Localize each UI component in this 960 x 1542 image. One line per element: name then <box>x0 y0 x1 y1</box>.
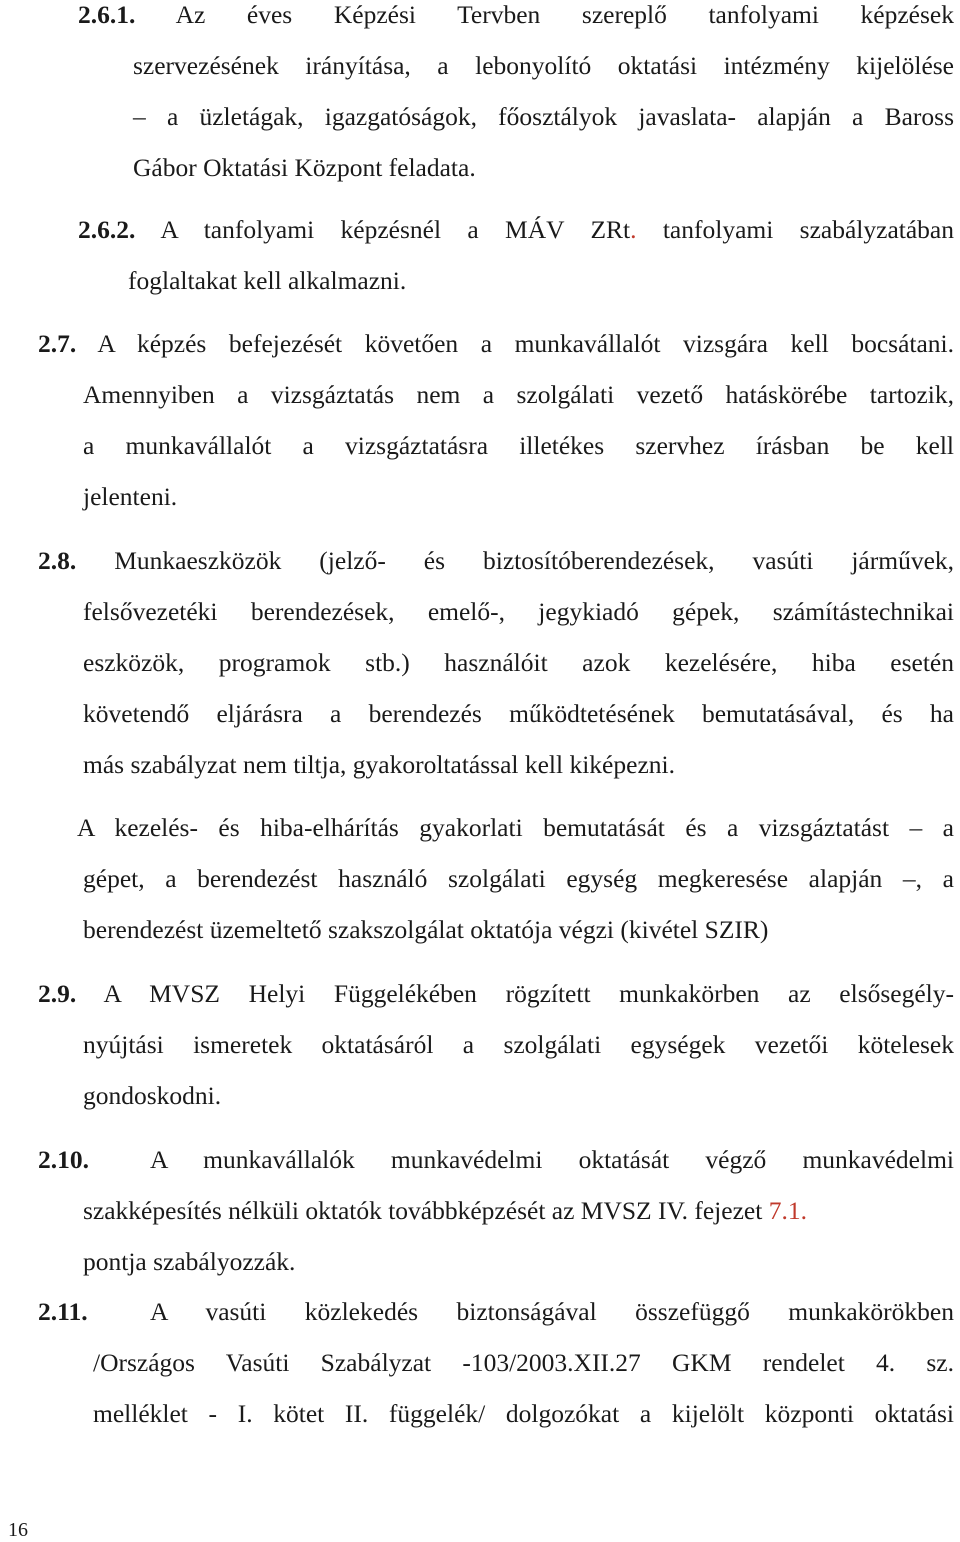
section-2-11-number <box>38 1297 88 1327</box>
paragraph-text: A képzés befejezését követően a munkavállalót vizsgára kell bocsátani. <box>97 329 954 358</box>
section-2-7-line-2: Amennyiben a vizsgáztatás nem a szolgálati vezető hatáskörébe tartozik, <box>83 380 954 409</box>
section-2-10-line-2: szakképesítés nélküli oktatók továbbképzését az MVSZ IV. fejezet 7.1. <box>83 1196 807 1225</box>
section-2-10-number <box>38 1145 89 1175</box>
red-reference: . <box>630 215 637 244</box>
section-2-7-line-4: jelenteni. <box>83 482 178 511</box>
section-number: 2.6.2. <box>78 215 136 244</box>
section-2-6-1-line-2: szervezésének irányítása, a lebonyolító oktatási intézmény kijelölése <box>133 51 954 80</box>
red-reference: 7.1. <box>768 1196 807 1225</box>
paragraph-text: A MVSZ Helyi Függelékében rögzített munkakörben az elsősegély- <box>103 979 955 1008</box>
section-2-10-line-1: A munkavállalók munkavédelmi oktatását végző munkavédelmi <box>150 1145 954 1174</box>
section-2-8-line-4: követendő eljárásra a berendezés működtetésének bemutatásával, és ha <box>83 699 954 728</box>
section-2-8-line-5: más szabályzat nem tiltja, gyakoroltatással kell kiképezni. <box>83 750 675 779</box>
section-number: 2.9. <box>38 979 77 1008</box>
section-2-11-line-1: A vasúti közlekedés biztonságával összefüggő munkakörökben <box>150 1297 954 1326</box>
section-2-10-line-3: pontja szabályozzák. <box>83 1247 296 1276</box>
section-2-8b-line-1: A kezelés- és hiba-elhárítás gyakorlati bemutatását és a vizsgáztatást – a <box>77 813 954 842</box>
section-number: 2.11. <box>38 1297 88 1326</box>
section-2-6-1-line-3: – a üzletágak, igazgatóságok, főosztályok javaslata- alapján a Baross <box>133 102 954 131</box>
section-2-6-2-line-1 <box>78 215 954 245</box>
section-2-6-1-line-1 <box>78 0 954 30</box>
section-number: 2.10. <box>38 1145 89 1174</box>
section-2-8-line-1 <box>38 546 954 576</box>
section-2-6-1-line-4: Gábor Oktatási Központ feladata. <box>133 153 476 182</box>
section-2-7-line-1 <box>38 329 954 359</box>
section-2-8b-line-3: berendezést üzemeltető szakszolgálat oktatója végzi (kivétel SZIR) <box>83 915 769 944</box>
section-2-8-line-3: eszközök, programok stb.) használóit azok kezelésére, hiba esetén <box>83 648 954 677</box>
section-number: 2.7. <box>38 329 77 358</box>
section-2-11-line-2: /Országos Vasúti Szabályzat -103/2003.XII.27 GKM rendelet 4. sz. <box>93 1348 954 1377</box>
section-2-6-2-line-2: foglaltakat kell alkalmazni. <box>128 266 407 295</box>
section-2-9-line-3: gondoskodni. <box>83 1081 222 1110</box>
section-2-9-line-1 <box>38 979 954 1009</box>
section-2-7-line-3: a munkavállalót a vizsgáztatásra illetékes szervhez írásban be kell <box>83 431 954 460</box>
page-number: 16 <box>8 1519 28 1541</box>
section-2-11-line-3: melléklet - I. kötet II. függelék/ dolgozókat a kijelölt központi oktatási <box>93 1399 954 1428</box>
paragraph-text: A tanfolyami képzésnél a MÁV ZRt. tanfolyami szabályzatában <box>160 215 954 244</box>
section-number: 2.8. <box>38 546 77 575</box>
section-2-8b-line-2: gépet, a berendezést használó szolgálati egység megkeresése alapján –, a <box>83 864 954 893</box>
section-2-8-line-2: felsővezetéki berendezések, emelő-, jegykiadó gépek, számítástechnikai <box>83 597 954 626</box>
paragraph-text: Munkaeszközök (jelző- és biztosítóberendezések, vasúti járművek, <box>114 546 955 575</box>
section-2-9-line-2: nyújtási ismeretek oktatásáról a szolgálati egységek vezetői kötelesek <box>83 1030 954 1059</box>
paragraph-text: Az éves Képzési Tervben szereplő tanfolyami képzések <box>175 0 954 29</box>
section-number: 2.6.1. <box>78 0 136 29</box>
